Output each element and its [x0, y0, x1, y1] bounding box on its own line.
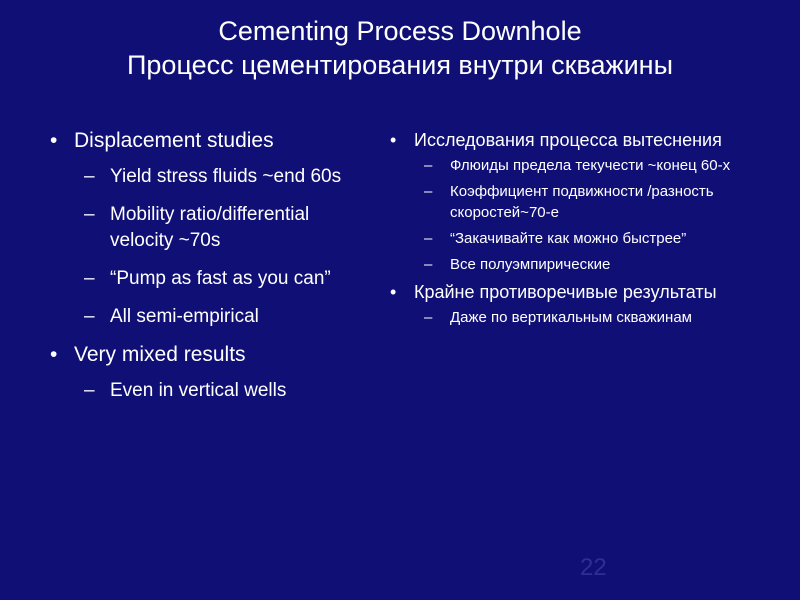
bullet-icon: • [390, 130, 397, 150]
sub-item [424, 155, 748, 176]
dash-icon: – [84, 268, 95, 289]
right-item-displacement-studies [388, 128, 748, 275]
bullet-icon: • [50, 343, 58, 366]
bullet-label: Displacement studies [74, 129, 274, 152]
page-number: 22 [580, 554, 607, 581]
sub-item-text: Mobility ratio/differential velocity ~70s [110, 204, 310, 251]
bullet-label: Крайне противоречивые результаты [414, 282, 717, 302]
sub-item-text: All semi-empirical [110, 306, 259, 327]
sub-item-text: “Pump as fast as you can” [110, 268, 331, 289]
title-line-russian: Процесс цементирования внутри скважины [127, 50, 673, 80]
dash-icon: – [84, 306, 95, 327]
left-column [48, 128, 368, 416]
sub-item [424, 254, 748, 275]
bullet-label: Very mixed results [74, 343, 246, 366]
left-bullet-list [48, 128, 368, 404]
sub-item [424, 307, 748, 328]
bullet-icon: • [50, 129, 58, 152]
sub-item [84, 202, 368, 254]
right-item-very-mixed-results [388, 280, 748, 328]
dash-icon: – [424, 256, 433, 273]
dash-icon: – [424, 183, 433, 200]
bullet-label: Исследования процесса вытеснения [414, 130, 722, 150]
sub-item-text: Yield stress fluids ~end 60s [110, 166, 342, 187]
sub-item-text: Коэффициент подвижности /разность скоростей~70-е [450, 183, 714, 221]
dash-icon: – [84, 166, 95, 187]
dash-icon: – [424, 230, 433, 247]
sub-item-text: Даже по вертикальным скважинам [450, 309, 692, 326]
sub-list [84, 378, 368, 404]
sub-item [424, 181, 748, 223]
sub-list [424, 307, 748, 328]
sub-item [84, 304, 368, 330]
right-column [388, 128, 748, 333]
bullet-icon: • [390, 282, 397, 302]
right-bullet-list [388, 128, 748, 328]
sub-list [84, 164, 368, 330]
sub-item-text: Even in vertical wells [110, 380, 287, 401]
slide-title [0, 14, 800, 82]
sub-item-text: Флюиды предела текучести ~конец 60-х [450, 157, 731, 174]
sub-item-text: Все полуэмпирические [450, 256, 611, 273]
sub-item [84, 164, 368, 190]
left-item-very-mixed-results [48, 342, 368, 404]
title-line-english: Cementing Process Downhole [218, 16, 582, 46]
dash-icon: – [84, 204, 95, 225]
sub-item-text: “Закачивайте как можно быстрее” [450, 230, 687, 247]
sub-item [84, 378, 368, 404]
sub-item [84, 266, 368, 292]
dash-icon: – [424, 157, 433, 174]
dash-icon: – [424, 309, 433, 326]
left-item-displacement-studies [48, 128, 368, 330]
dash-icon: – [84, 380, 95, 401]
sub-item [424, 228, 748, 249]
sub-list [424, 155, 748, 275]
